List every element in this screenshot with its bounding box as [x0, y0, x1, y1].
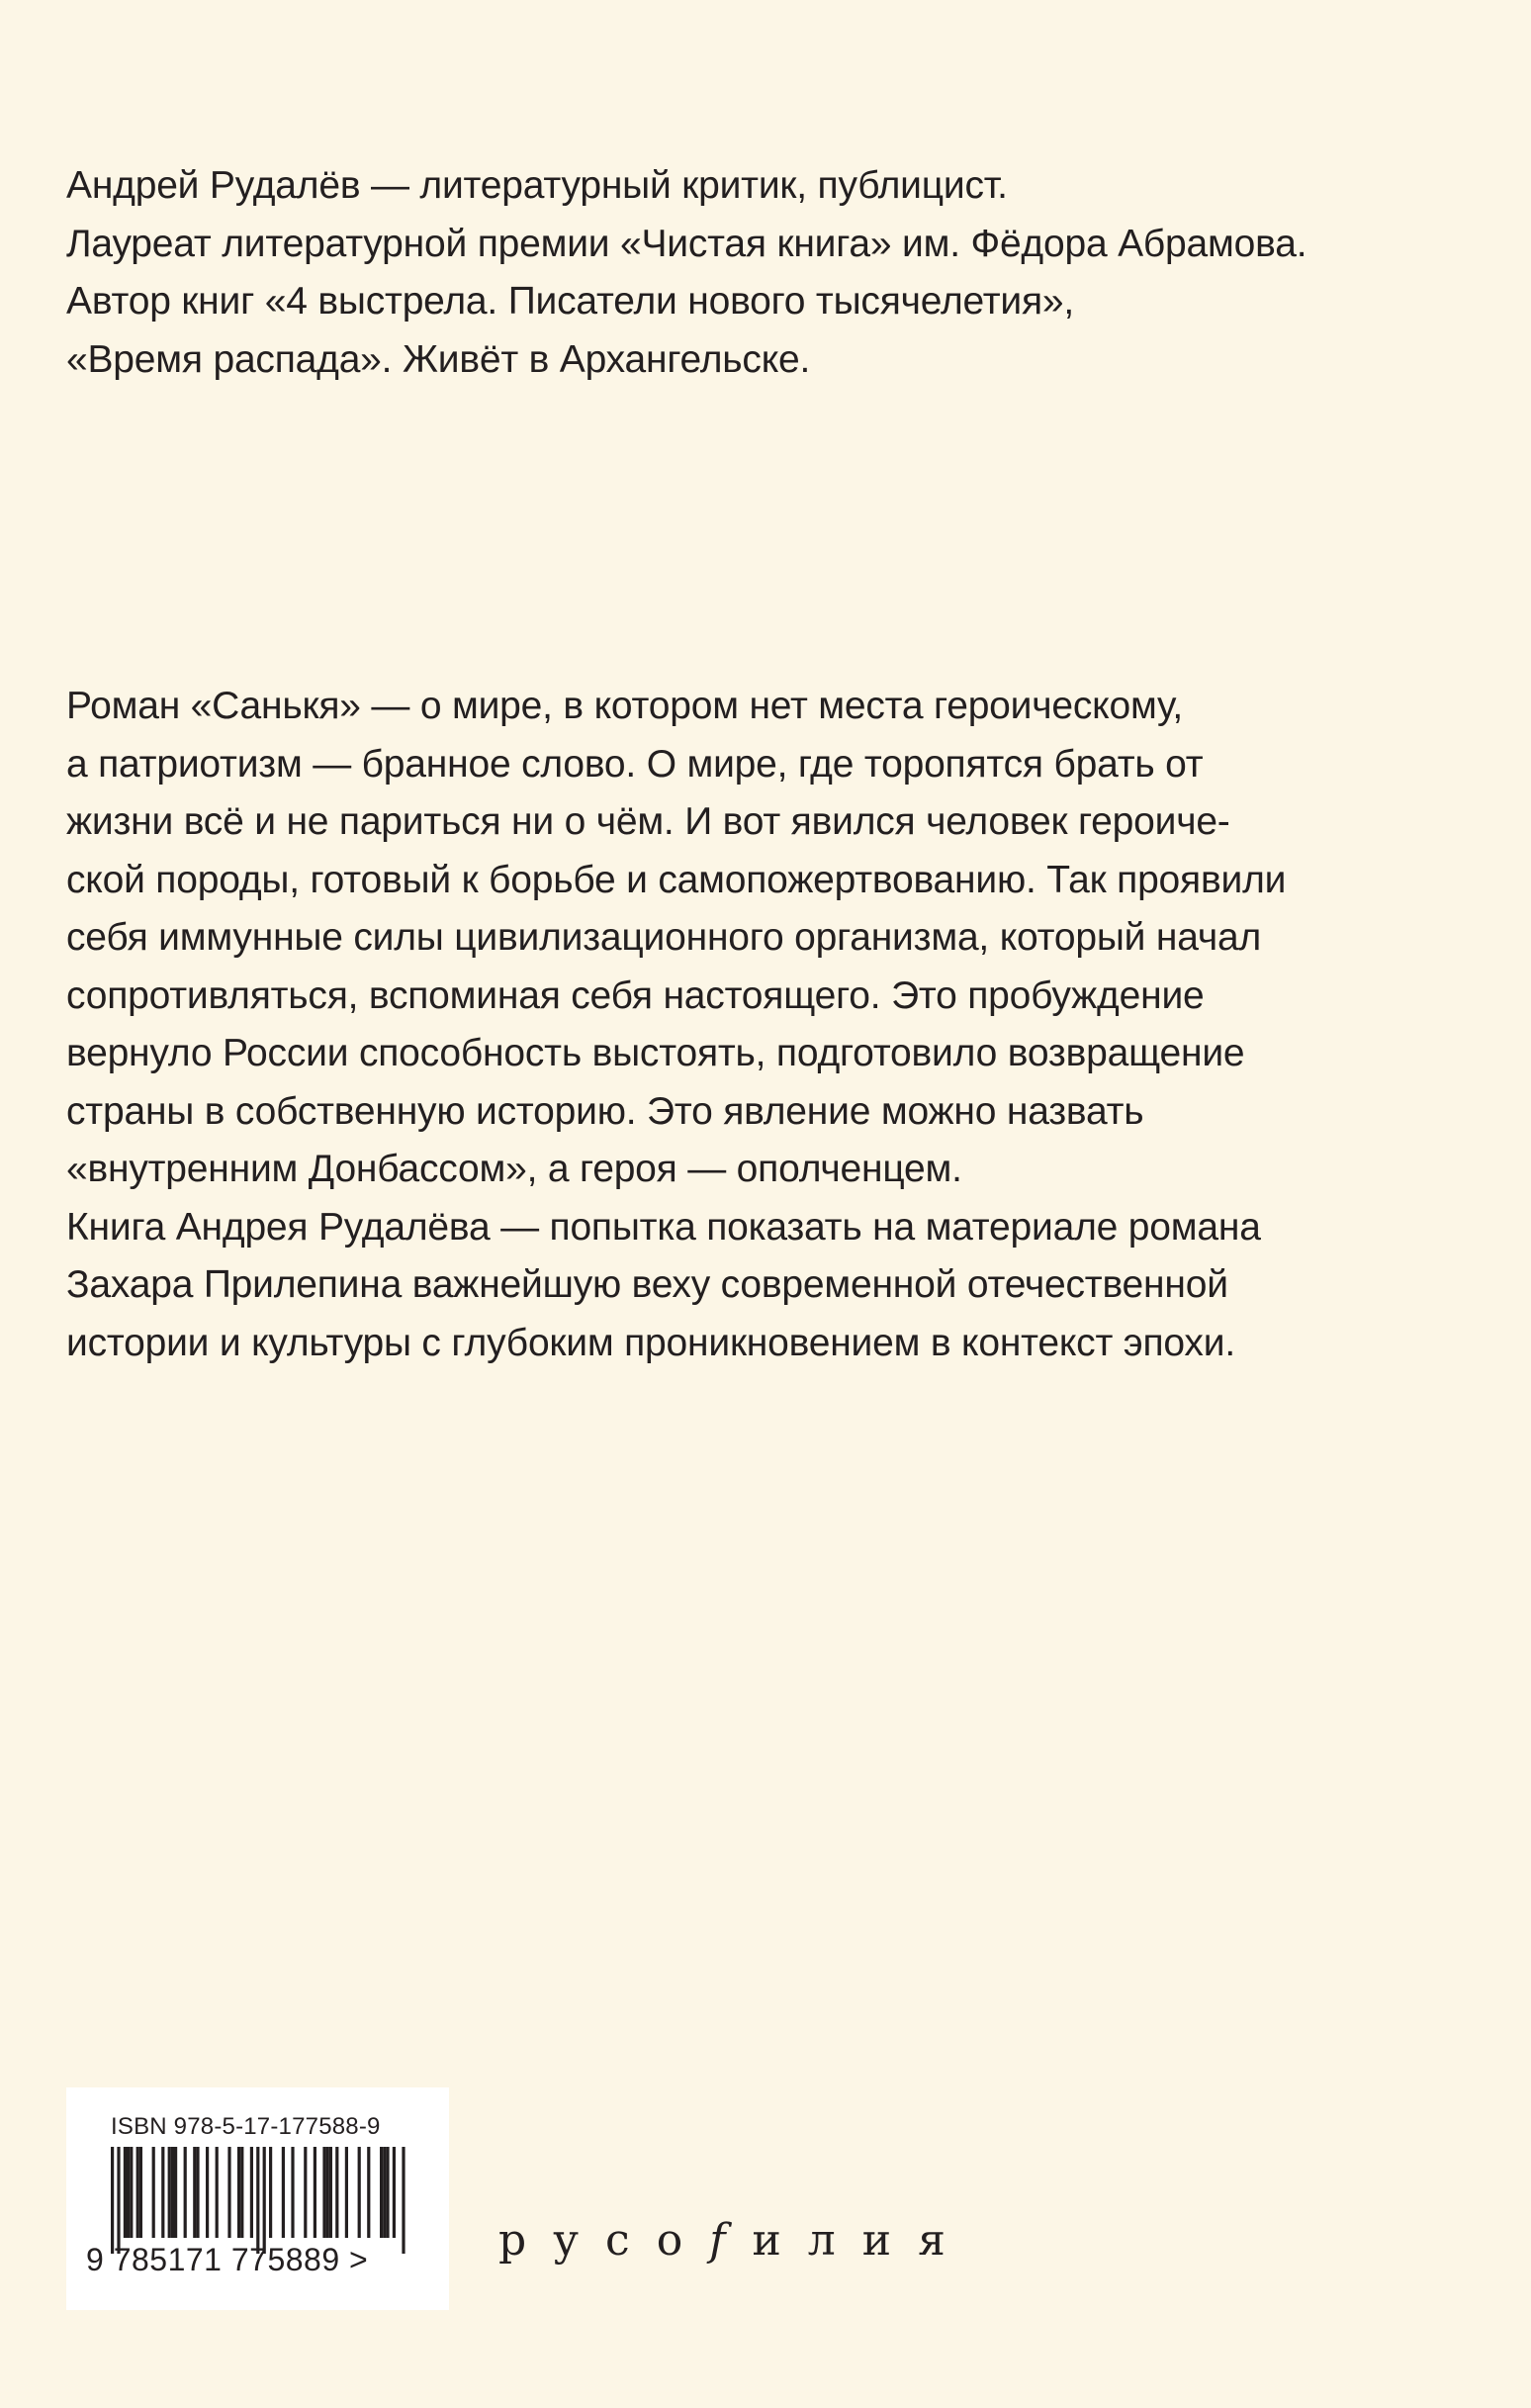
publisher-logo-text: илия — [752, 2215, 972, 2266]
barcode-bar — [322, 2147, 325, 2238]
barcode-bar — [127, 2147, 130, 2238]
barcode-bar — [380, 2147, 383, 2238]
author-bio-line: Лауреат литературной премии «Чистая книга» им. Фёдора Абрамова. — [66, 222, 1307, 265]
barcode-bar — [358, 2147, 361, 2238]
publisher-logo — [498, 2216, 972, 2266]
barcode-bar — [161, 2147, 164, 2238]
barcode-bar — [367, 2147, 370, 2238]
barcode-bar — [329, 2147, 332, 2238]
synopsis-line: сопротивляться, вспоминая себя настоящего. Это пробуждение — [66, 973, 1205, 1017]
barcode-bar — [152, 2147, 155, 2238]
barcode-bar — [269, 2147, 272, 2238]
barcode-bar — [386, 2147, 389, 2238]
barcode-bar — [256, 2147, 259, 2254]
barcode-digits: 9 785171 775889 > — [86, 2242, 369, 2277]
synopsis-line: а патриотизм — бранное слово. О мире, где торопятся брать от — [66, 742, 1204, 786]
synopsis-line: вернуло России способность выстоять, подготовило возвращение — [66, 1032, 1245, 1074]
book-synopsis — [66, 678, 1490, 1372]
barcode-bar — [282, 2147, 285, 2238]
synopsis-line: Роман «Санькя» — о мире, в котором нет места героическому, — [66, 685, 1184, 727]
author-bio — [66, 157, 1490, 389]
barcode-bar — [227, 2147, 230, 2238]
barcode-bar — [193, 2147, 196, 2238]
barcode-bar — [263, 2147, 266, 2254]
synopsis-line: страны в собственную историю. Это явление можно назвать — [66, 1089, 1144, 1133]
publisher-logo-f: f — [709, 2215, 753, 2266]
synopsis-line: себя иммунные силы цивилизационного организма, который начал — [66, 916, 1262, 959]
author-bio-line: Автор книг «4 выстрела. Писатели нового тысячелетия», — [66, 280, 1074, 323]
barcode-bar — [124, 2147, 127, 2238]
barcode-bar — [196, 2147, 199, 2238]
barcode-bar — [117, 2147, 120, 2254]
barcode-bar — [402, 2147, 405, 2254]
barcode-bar — [184, 2147, 187, 2238]
barcode-bar — [250, 2147, 253, 2238]
barcode-bar — [383, 2147, 386, 2238]
isbn-barcode — [66, 2087, 449, 2310]
barcode-bar — [130, 2147, 133, 2238]
publisher-logo-text: русо — [498, 2215, 710, 2266]
barcode-bar — [393, 2147, 396, 2238]
barcode-bars — [111, 2147, 407, 2254]
synopsis-line: жизни всё и не париться ни о чём. И вот явился человек героиче- — [66, 800, 1230, 843]
barcode-bar — [111, 2147, 114, 2254]
barcode-bar — [237, 2147, 240, 2238]
isbn-label: ISBN 978-5-17-177588-9 — [111, 2113, 381, 2140]
barcode-bar — [174, 2147, 177, 2238]
barcode-bar — [335, 2147, 338, 2238]
author-bio-line: Андрей Рудалёв — литературный критик, публицист. — [66, 164, 1008, 207]
synopsis-line: Книга Андрея Рудалёва — попытка показать на материале романа — [66, 1205, 1261, 1249]
synopsis-line: ской породы, готовый к борьбе и самопожертвованию. Так проявили — [66, 858, 1287, 901]
barcode-bar — [216, 2147, 219, 2238]
barcode-bar — [314, 2147, 316, 2238]
barcode-bar — [326, 2147, 329, 2238]
barcode-bar — [291, 2147, 294, 2238]
barcode-bar — [206, 2147, 209, 2238]
author-bio-line: «Время распада». Живёт в Архангельске. — [66, 337, 811, 381]
barcode-bar — [168, 2147, 171, 2238]
synopsis-line: Захара Прилепина важнейшую веху современной отечественной — [66, 1263, 1228, 1306]
barcode-bar — [136, 2147, 139, 2238]
barcode-bar — [240, 2147, 243, 2238]
barcode-bar — [171, 2147, 174, 2238]
synopsis-line: истории и культуры с глубоким проникновением в контекст эпохи. — [66, 1321, 1235, 1364]
barcode-bar — [345, 2147, 348, 2238]
barcode-bar — [304, 2147, 307, 2238]
synopsis-line: «внутренним Донбассом», а героя — ополченцем. — [66, 1148, 962, 1190]
barcode-bar — [139, 2147, 142, 2238]
